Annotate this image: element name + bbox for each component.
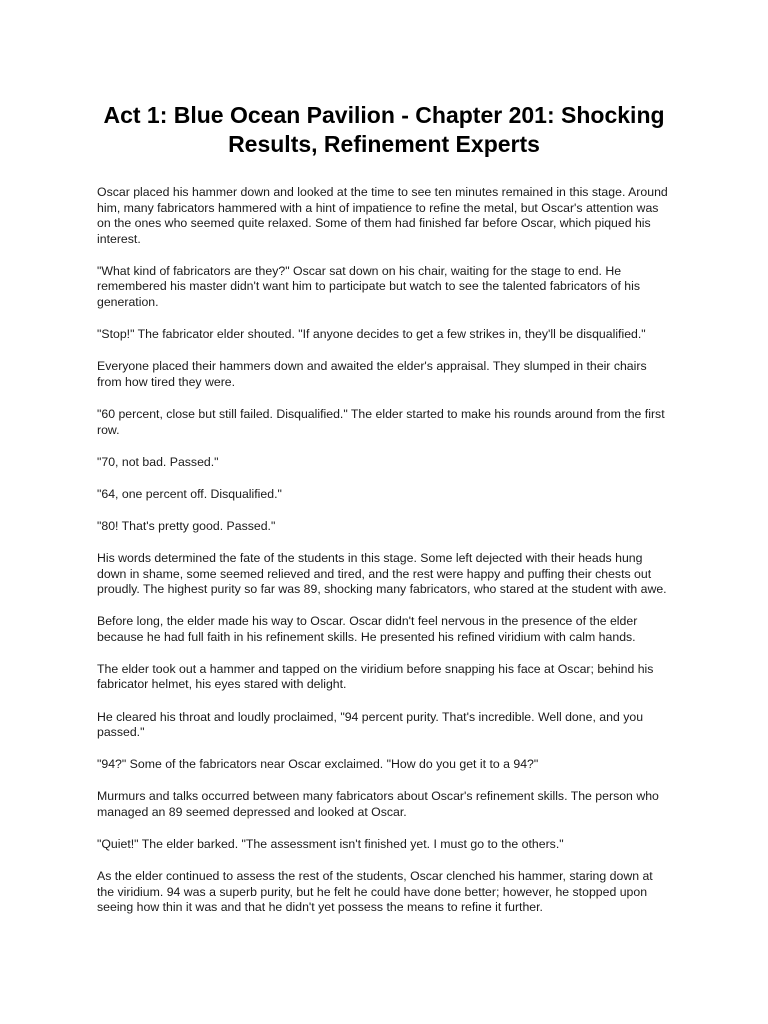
chapter-title: Act 1: Blue Ocean Pavilion - Chapter 201: Shocking Results, Refinement Experts <box>103 102 665 157</box>
paragraph: "Stop!" The fabricator elder shouted. "If anyone decides to get a few strikes in, they'll be disqualified." <box>97 327 646 342</box>
paragraph: Before long, the elder made his way to Oscar. Oscar didn't feel nervous in the presence of the elder because he had full faith in his refinement skills. He presented his refined viridium with calm hands. <box>97 614 638 644</box>
paragraph: Oscar placed his hammer down and looked at the time to see ten minutes remained in this stage. Around him, many fabricators hammered with a hint of impatience to refine the metal, but Oscar's attention was on the ones who seemed quite relaxed. Some of them had finished far before Oscar, which piqued his interest. <box>97 185 668 246</box>
paragraph: Everyone placed their hammers down and awaited the elder's appraisal. They slumped in their chairs from how tired they were. <box>97 359 647 389</box>
paragraph: "Quiet!" The elder barked. "The assessment isn't finished yet. I must go to the others." <box>97 837 564 852</box>
paragraph: "64, one percent off. Disqualified." <box>97 486 282 501</box>
paragraph: The elder took out a hammer and tapped on the viridium before snapping his face at Oscar; behind his fabricator helmet, his eyes stared with delight. <box>97 661 654 692</box>
paragraph: As the elder continued to assess the rest of the students, Oscar clenched his hammer, staring down at the viridium. 94 was a superb purity, but he felt he could have done better; however, he stopped upon seeing how thin it was and that he didn't yet possess the means to refine it further. <box>97 869 653 915</box>
paragraph: "What kind of fabricators are they?" Oscar sat down on his chair, waiting for the stage to end. He remembered his master didn't want him to participate but watch to see the talented fabricators of his generation. <box>97 263 641 310</box>
paragraph: "70, not bad. Passed." <box>97 454 219 469</box>
paragraph: Murmurs and talks occurred between many fabricators about Oscar's refinement skills. The person who managed an 89 seemed depressed and looked at Oscar. <box>97 789 659 819</box>
paragraph: He cleared his throat and loudly proclaimed, "94 percent purity. That's incredible. Well done, and you passed." <box>97 709 644 740</box>
paragraph: "94?" Some of the fabricators near Oscar exclaimed. "How do you get it to a 94?" <box>97 757 539 772</box>
paragraph: His words determined the fate of the students in this stage. Some left dejected with their heads hung down in shame, some seemed relieved and tired, and the rest were happy and puffing their chests out proudly. The highest purity so far was 89, shocking many fabricators, who stared at the student with awe. <box>97 550 667 597</box>
paragraph: "80! That's pretty good. Passed." <box>97 518 276 533</box>
chapter-body <box>97 185 671 916</box>
paragraph: "60 percent, close but still failed. Disqualified." The elder started to make his rounds around from the first row. <box>97 406 665 437</box>
